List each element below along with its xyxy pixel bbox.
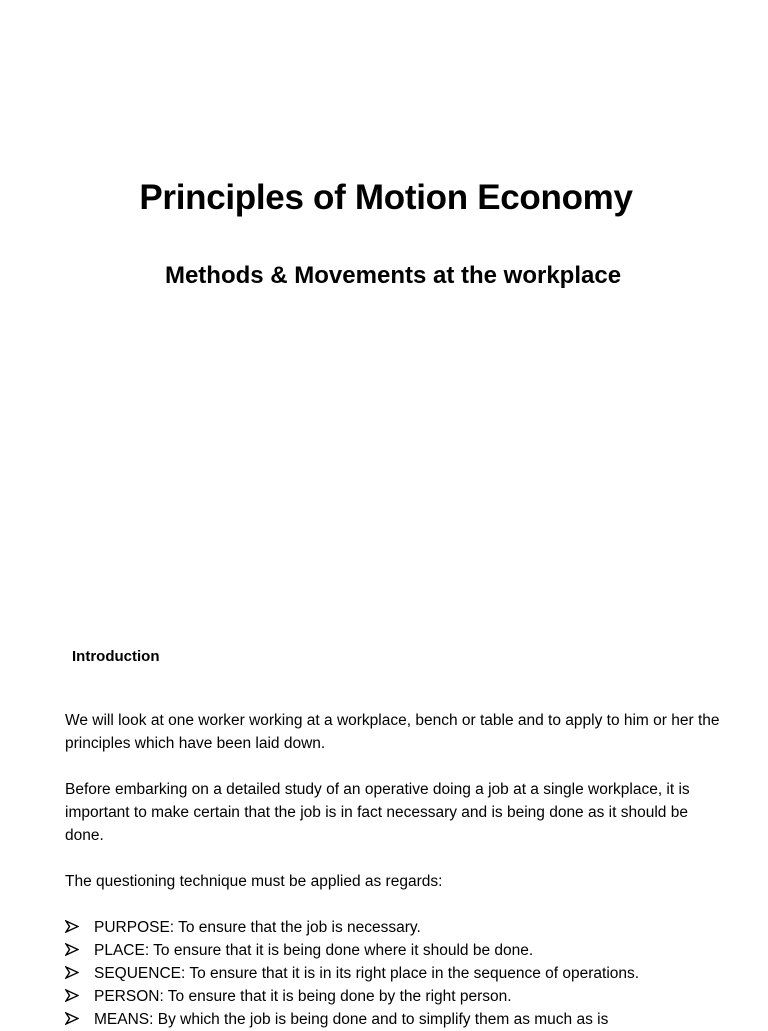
list-item	[65, 939, 755, 962]
list-item-text: PLACE: To ensure that it is being done where it should be done.	[94, 942, 534, 959]
questioning-technique-list	[65, 916, 755, 1031]
list-item	[65, 916, 755, 939]
arrowhead-bullet-icon	[65, 965, 94, 978]
section-heading-introduction: Introduction	[72, 648, 160, 665]
list-item	[65, 985, 755, 1008]
list-item-text: PERSON: To ensure that it is being done by the right person.	[94, 988, 512, 1005]
list-item-text: PURPOSE: To ensure that the job is necessary.	[94, 919, 421, 936]
list-item-text: SEQUENCE: To ensure that it is in its right place in the sequence of operations.	[94, 965, 640, 982]
intro-paragraph: We will look at one worker working at a workplace, bench or table and to apply to him or her the principles which have been laid down.	[65, 712, 720, 752]
slide-subtitle: Methods & Movements at the workplace	[164, 262, 622, 289]
slide-title: Principles of Motion Economy	[139, 178, 633, 217]
intro-paragraph: The questioning technique must be applied as regards:	[65, 873, 443, 890]
arrowhead-bullet-icon	[65, 919, 94, 932]
arrowhead-bullet-icon	[65, 1011, 94, 1024]
list-item	[65, 1008, 755, 1031]
arrowhead-bullet-icon	[65, 942, 94, 955]
list-item	[65, 962, 755, 985]
intro-paragraph: Before embarking on a detailed study of an operative doing a job at a single workplace, it is important to make certain that the job is in fact necessary and is being done as it should be done.	[65, 781, 690, 844]
arrowhead-bullet-icon	[65, 988, 94, 1001]
list-item-text: MEANS: By which the job is being done and to simplify them as much as is	[94, 1011, 609, 1028]
